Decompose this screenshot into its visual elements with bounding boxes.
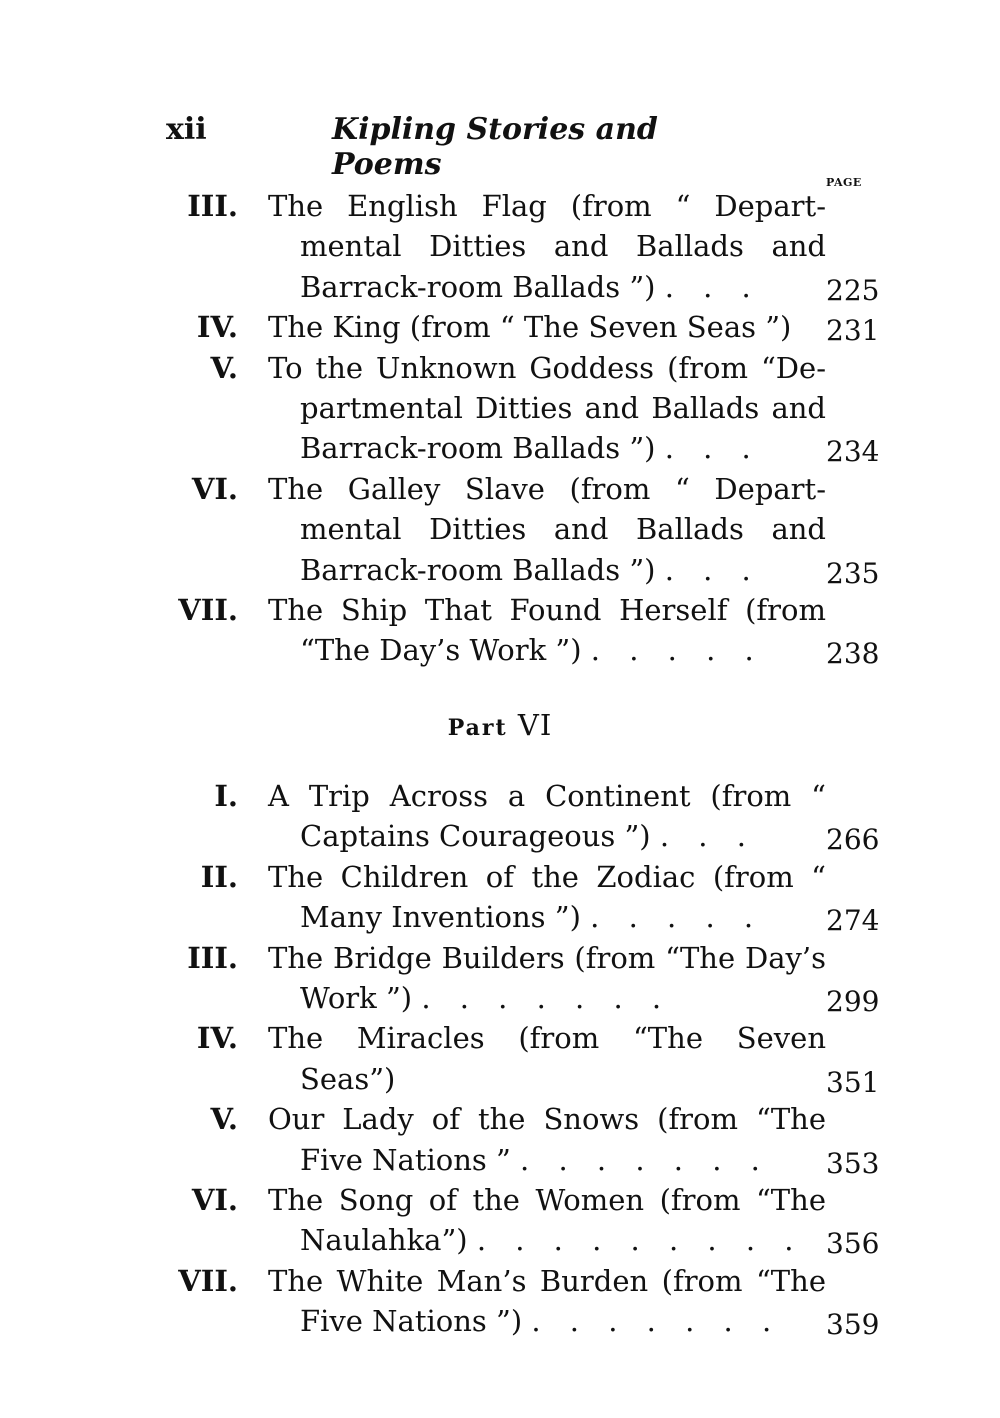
page-column-label: PAGE <box>826 176 862 189</box>
entry-leader: . . . . . . . <box>421 981 672 1016</box>
entry-numeral: VII. <box>178 1263 238 1298</box>
contents-entry <box>0 186 1000 307</box>
entry-numeral: V. <box>210 1102 238 1137</box>
entry-page-number: 234 <box>826 435 880 469</box>
contents-entry <box>0 307 1000 347</box>
entry-leader: . . . <box>659 819 756 854</box>
entry-text <box>268 1180 826 1261</box>
entry-leader: . . . . . . . <box>531 1304 782 1339</box>
entry-page-number: 238 <box>826 637 880 671</box>
entry-title: The Children of the Zodiac (from “ Many Inventions ”) <box>268 859 826 935</box>
entry-leader: . . . . . <box>590 900 764 935</box>
entry-page-number: 266 <box>826 823 880 857</box>
entry-page-number: 231 <box>826 314 880 348</box>
book-title: Kipling Stories and Poems <box>332 112 658 182</box>
entry-numeral: VI. <box>191 1183 238 1218</box>
contents-entry <box>0 1261 1000 1342</box>
entry-leader: . . . . . <box>590 633 764 668</box>
entry-title: The Galley Slave (from “ Departmental Ditties and Ballads and Barrack-room Ballads ”) <box>268 471 826 587</box>
entry-page-number: 351 <box>826 1065 880 1099</box>
entry-page-number: 235 <box>826 556 880 590</box>
entry-numeral: V. <box>210 350 238 385</box>
entry-title: The Bridge Builders (from “The Day’s Work ”) <box>268 940 826 1016</box>
entry-page-number: 274 <box>826 904 880 938</box>
entry-page-number: 356 <box>826 1227 880 1261</box>
entry-numeral: III. <box>187 940 238 975</box>
entry-title: The English Flag (from “ Departmental Ditties and Ballads and Barrack-room Ballads ”) <box>268 189 826 304</box>
entry-numeral: III. <box>187 189 238 223</box>
entry-text <box>268 307 826 347</box>
entry-text <box>268 590 826 671</box>
folio: xii <box>166 112 207 147</box>
entry-leader: . . . . . . . . . <box>476 1223 804 1258</box>
entry-text <box>268 776 826 857</box>
contents-entry <box>0 1099 1000 1180</box>
entry-leader: . . . . . . . <box>520 1142 770 1177</box>
contents-entry <box>0 590 1000 671</box>
entry-page-number: 359 <box>826 1308 880 1342</box>
entry-title: To the Unknown Goddess (from “Departmental Ditties and Ballads and Barrack-room Ballads ”) <box>268 350 826 466</box>
entry-page-number: 353 <box>826 1146 880 1180</box>
entry-numeral: VI. <box>191 471 238 506</box>
contents-entry <box>0 469 1000 590</box>
part5-contents-list <box>0 186 1000 671</box>
part-heading-numeral: VI <box>517 708 553 742</box>
running-head <box>166 112 706 182</box>
entry-title: The Ship That Found Herself (from “The Day’s Work ”) <box>268 593 826 668</box>
entry-text <box>268 857 826 938</box>
contents-entry <box>0 938 1000 1019</box>
entry-text <box>268 1261 826 1342</box>
entry-numeral: VII. <box>178 593 238 628</box>
entry-title: The Song of the Women (from “The Naulahka”) <box>268 1183 826 1258</box>
entry-title: The King (from “ The Seven Seas ”) <box>268 310 792 345</box>
entry-text <box>268 938 826 1019</box>
entry-page-number: 299 <box>826 985 880 1019</box>
entry-leader: . . . <box>664 269 761 304</box>
entry-numeral: IV. <box>196 1021 238 1056</box>
entry-numeral: IV. <box>196 310 238 345</box>
entry-title: The White Man’s Burden (from “The Five Nations ”) <box>268 1263 826 1339</box>
entry-text <box>268 1018 826 1099</box>
entry-title: A Trip Across a Continent (from “ Captains Courageous ”) <box>268 779 826 854</box>
contents-entry <box>0 776 1000 857</box>
contents-entry <box>0 348 1000 469</box>
entry-page-number: 225 <box>826 273 880 307</box>
entry-leader: . . . <box>664 431 761 466</box>
entry-numeral: I. <box>214 779 238 813</box>
part-heading-word: Part <box>447 715 508 741</box>
entry-text <box>268 348 826 469</box>
part-heading <box>0 708 1000 742</box>
entry-text <box>268 1099 826 1180</box>
entry-numeral: II. <box>200 859 238 894</box>
contents-entry <box>0 857 1000 938</box>
entry-leader: . . . <box>664 552 761 587</box>
entry-title: Our Lady of the Snows (from “The Five Nations ” <box>268 1102 826 1177</box>
part6-contents-list <box>0 776 1000 1342</box>
entry-text <box>268 186 826 307</box>
contents-entry <box>0 1018 1000 1099</box>
entry-title: The Miracles (from “The Seven Seas”) <box>268 1021 826 1096</box>
entry-text <box>268 469 826 590</box>
contents-entry <box>0 1180 1000 1261</box>
